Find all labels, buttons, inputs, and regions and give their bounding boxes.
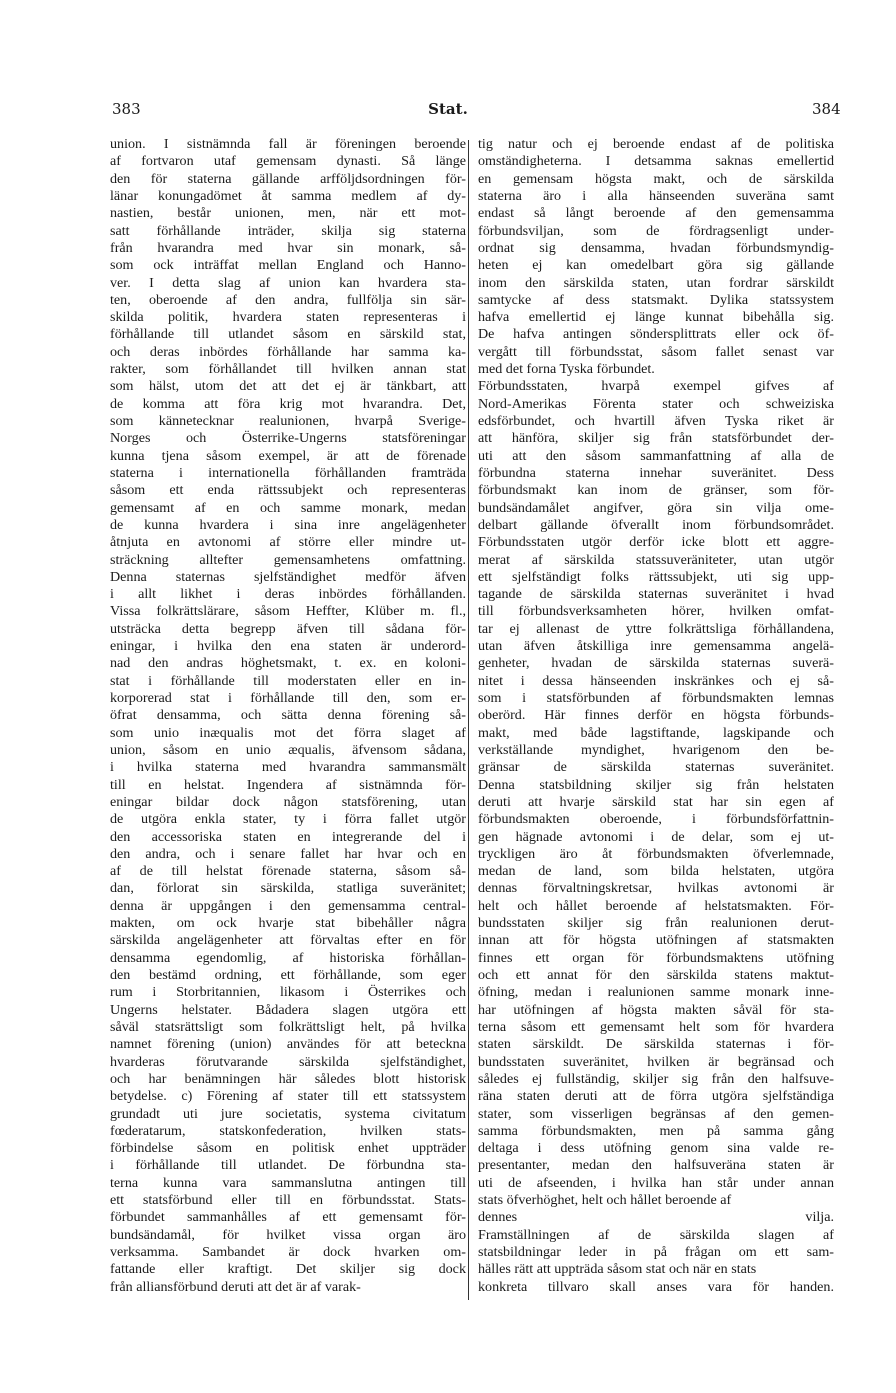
text-line: dennes vilja.: [478, 1209, 834, 1226]
text-line: verksamma. Sambandet är dock hvarken om-: [110, 1244, 466, 1260]
text-line: dan, förlorat sin särskilda, statliga suveränitet;: [110, 880, 466, 897]
text-line: terna såsom ett gemensamt helt som för hvardera: [478, 1018, 834, 1035]
text-line: tar ej allenast de yttre folkrättsliga förhållandena,: [478, 620, 834, 637]
text-line: uti de afseenden, i hvilka han står under annan: [478, 1174, 834, 1191]
text-line: Denna staternas sjelfständighet medför äfven: [110, 568, 466, 585]
text-line: af de till helstat förenade staterna, såsom så-: [110, 863, 466, 880]
text-line: makt, med både lagstiftande, lagskipande och: [478, 724, 834, 741]
text-line: stats öfverhöghet, helt och hållet beroende af: [478, 1192, 732, 1209]
text-line: öfning, medan i realunionen samme monark inne-: [478, 984, 834, 1001]
text-line: som kännetecknar realunionen, hvarpå Sverige-: [110, 413, 466, 429]
page-header: [0, 100, 896, 130]
text-line: således ej fullständig, skiljer sig från den halfsuve-: [478, 1070, 834, 1087]
text-line: samma förbundsmakten, men på samma gång: [478, 1122, 834, 1139]
text-line: och ett annat för den särskilda statens maktut-: [478, 967, 834, 983]
text-line: De hafva antingen söndersplittrats eller ock öf-: [478, 326, 834, 343]
text-line: staten särskildt. De särskilda staternas i för-: [478, 1036, 834, 1053]
text-line: ett sjelfständigt folks rättssubjekt, uti sig upp-: [478, 568, 834, 585]
text-line: Förbundsstaten utgör derför icke blott ett aggre-: [478, 534, 834, 551]
text-line: fattande eller kraftigt. Det skiljer sig dock: [110, 1261, 466, 1278]
text-line: bundsändamålet angifver, göra sin vilja ome-: [478, 499, 834, 516]
text-line: terna kunna vara sammanslutna antingen till: [110, 1174, 466, 1191]
text-line: gen hägnade avtonomi i de delar, som ej ut-: [478, 828, 834, 845]
text-line: namnet förening (union) användes för att beteckna: [110, 1036, 466, 1053]
left-column: [110, 136, 466, 1296]
text-line: endast så långt beroende af den gemensamma: [478, 205, 834, 222]
text-line: nastien, består unionen, men, när ett mot-: [110, 205, 466, 222]
text-line: genheter, hvadan de särskilda staternas suverä-: [478, 655, 834, 672]
text-line: en gemensam högsta makt, och de särskilda: [478, 170, 834, 187]
text-line: bundsstaten suveränitet, hvilken är begränsad och: [478, 1053, 834, 1070]
text-line: utan äfven åtskilliga inre gemensamma angelä-: [478, 638, 834, 655]
text-line: tagande de särskilda staternas suveränitet i hvad: [478, 586, 834, 603]
text-line: förhållande till utlandet såsom en särskild stat,: [110, 326, 466, 343]
text-line: att hänföra, skiljer sig från statsförbundet der-: [478, 430, 834, 447]
text-line: från alliansförbund deruti att det är af varak-: [110, 1278, 361, 1295]
text-line: dennas förvaltningskretsar, hvilkas avtonomi är: [478, 880, 834, 897]
text-line: innan att för högsta utöfningen af statsmakten: [478, 932, 834, 949]
text-line: hvarderas förutvarande särskilda sjelfständighet,: [110, 1053, 466, 1070]
running-title: Stat.: [428, 100, 468, 118]
text-line: heten ej kan omedelbart göra sig gällande: [478, 257, 834, 274]
text-line: grundadt uti jure societatis, systema civitatum: [110, 1105, 466, 1122]
text-line: delbart gällande öfverallt inom förbundsområdet.: [478, 516, 834, 533]
text-line: konkreta tillvaro skall anses vara för handen.: [478, 1278, 834, 1295]
text-line: med det forna Tyska förbundet.: [478, 361, 655, 378]
text-line: som ock inträffat mellan England och Hanno-: [110, 257, 466, 274]
text-line: bundsstaten skiljer sig från realunionen derut-: [478, 915, 834, 932]
text-line: de kunna hvardera i sina inre angelägenheter: [110, 516, 466, 533]
text-line: till en helstat. Ingendera af sistnämnda för-: [110, 776, 466, 793]
text-line: kunna tjena såsom exempel, är att de förenade: [110, 447, 466, 464]
text-line: skilda politik, hvardera staten representeras i: [110, 309, 466, 326]
text-line: deruti att hvarje särskild stat har sin egen af: [478, 793, 834, 810]
text-line: Framställningen af de särskilda slagen af: [478, 1226, 834, 1243]
text-line: och har benämningen här således blott historisk: [110, 1070, 466, 1087]
text-line: eningar, i hvilka den ena staten är underord-: [110, 638, 466, 655]
text-line: den för staterna gällande arfföljdsordningen för-: [110, 170, 466, 187]
text-line: oberörd. Här finnes derför en högsta förbunds-: [478, 707, 834, 724]
text-line: i förhållande till utlandet. De förbundna sta-: [110, 1157, 466, 1174]
text-line: öfrat densamma, och sätta denna förening så-: [110, 707, 466, 724]
text-line: vergått till förbundsstat, såsom fallet senast var: [478, 343, 834, 360]
text-line: union, såsom en unio æqualis, äfvensom sådana,: [110, 741, 466, 758]
text-line: staterna i internationella förhållanden framträda: [110, 464, 466, 481]
text-line: betydelse. c) Förening af stater till ett statssystem: [110, 1088, 466, 1105]
text-line: samtycke af dess statsmakt. Dylika statssystem: [478, 291, 834, 308]
text-line: tryckligen äro åt förbundsmakten öfverlemnade,: [478, 845, 834, 862]
text-line: ett statsförbund eller till en förbundsstat. Stats-: [110, 1192, 466, 1209]
text-line: i hvilka staterna med hvarandra sammansmält: [110, 759, 466, 776]
text-line: fœderatarum, statskonfederation, hvilken stats-: [110, 1122, 466, 1139]
text-line: sträckning alltefter gemensamhetens omfattning.: [110, 551, 466, 568]
text-line: förbundsmakten oberoende, i förbundsförfattnin-: [478, 811, 834, 828]
text-line: inom den särskilda staten, utan fordrar särskildt: [478, 274, 834, 291]
text-line: denna är uppgången i den gemensamma central-: [110, 897, 466, 914]
text-line: ten, oberoende af den andra, fullfölja sin sär-: [110, 291, 466, 308]
text-line: som unio inæqualis mot det förra slaget af: [110, 724, 466, 741]
text-line: deltaga i dess utöfning genom sina valde re-: [478, 1140, 834, 1157]
text-line: och deras inbördes förhållande har samma ka-: [110, 343, 466, 360]
text-line: statsbildningar leder in på frågan om ett sam-: [478, 1244, 834, 1260]
text-line: Vissa folkrättslärare, såsom Heffter, Klüber m. fl.,: [110, 603, 466, 620]
text-line: förbundna staterna innehar suveränitet. Dess: [478, 464, 834, 481]
text-line: bundsändamål, för hvilket vissa organ äro: [110, 1226, 466, 1243]
text-line: den accessoriska staten en integrerande del i: [110, 828, 466, 845]
text-line: i allt likhet i deras inbördes förhållanden.: [110, 586, 466, 603]
text-line: länar konungadömet åt samma medlem af dy-: [110, 187, 466, 204]
text-line: har utöfningen af högsta makten såväl för sta-: [478, 1001, 834, 1018]
text-line: helt och hållet beroende af helstatsmakten. För-: [478, 897, 834, 914]
text-line: åtnjuta en avtonomi af större eller mindre ut-: [110, 534, 466, 551]
text-line: rum i Storbritannien, likasom i Österrikes och: [110, 984, 466, 1001]
text-line: de komma att föra krig mot hvarandra. Det,: [110, 395, 466, 412]
text-line: Denna statsbildning skiljer sig från helstaten: [478, 776, 834, 793]
text-line: gemensamt af en och samme monark, medan: [110, 499, 466, 516]
text-line: nitet i dessa hänseenden inskränkes och ej så-: [478, 672, 834, 689]
right-column: [478, 136, 834, 1296]
text-line: förbindelse såsom en politisk enhet uppträder: [110, 1140, 466, 1157]
text-line: nad den andras höghetsmakt, t. ex. en koloni-: [110, 655, 466, 672]
text-line: makten, om ock hvarje stat bibehåller några: [110, 915, 466, 932]
text-line: ver. I detta slag af union kan hvardera sta-: [110, 274, 466, 291]
text-line: den bestämd ordning, ett förhållande, som eger: [110, 967, 466, 983]
text-line: staterna äro i alla hänseenden suveräna samt: [478, 187, 834, 204]
text-line: omständigheterna. I detsamma saknas emellertid: [478, 153, 834, 170]
text-line: presentanter, medan den halfsuveräna staten är: [478, 1157, 834, 1174]
text-line: stater, som visserligen begränsas af den gemen-: [478, 1105, 834, 1122]
text-line: rakter, som förhållandet till hvilken annan stat: [110, 361, 466, 378]
text-line: såväl statsrättsligt som folkrättsligt helt, på hvilka: [110, 1018, 466, 1035]
text-line: af fortvaron utaf gemensam dynasti. Så länge: [110, 153, 466, 170]
text-line: korporerad stat i förhållande till den, som er-: [110, 690, 466, 706]
page-number-left: 383: [112, 100, 141, 118]
text-line: Ungerns helstater. Bådadera slagen utgöra ett: [110, 1001, 466, 1018]
text-line: Nord-Amerikas Förenta stater och schweiziska: [478, 395, 834, 412]
text-line: verkställande myndighet, hvarigenom den be-: [478, 741, 834, 758]
text-line: förbundsviljan, som de fördragsenligt under-: [478, 222, 834, 239]
text-line: gränsar de särskilda staternas suveränitet.: [478, 759, 834, 776]
text-line: utsträcka detta begrepp äfven till sådana för-: [110, 620, 466, 637]
text-line: stat i förhållande till moderstaten eller en in-: [110, 672, 466, 689]
text-line: räna staten deruti att de förra utgöra sjelfständiga: [478, 1088, 834, 1105]
text-line: från hvarandra med hvar sin monark, så-: [110, 239, 466, 256]
text-line: hafva emellertid ej länge kunnat bibehålla sig.: [478, 309, 834, 326]
text-line: den andra, och i senare fallet har hvar och en: [110, 845, 466, 862]
text-line: eningar bildar dock någon statsförening, utan: [110, 793, 466, 810]
text-line: densamma egendomlig, af historiska förhållan-: [110, 949, 466, 966]
text-line: Norges och Österrike-Ungerns statsföreningar: [110, 430, 466, 447]
text-line: merat af särskilda statssuveräniteter, utan utgör: [478, 551, 834, 568]
text-line: särskilda angelägenheter att förvaltas efter en för: [110, 932, 466, 949]
text-line: uti att den såsom sammanfattning af alla de: [478, 447, 834, 464]
text-line: till förbundsverksamheten hörer, hvilken omfat-: [478, 603, 834, 620]
text-line: tig natur och ej beroende endast af de politiska: [478, 136, 834, 152]
text-line: som hälst, utom det att det ej är tänkbart, att: [110, 378, 466, 395]
text-line: satt förhållande inträder, skilja sig staterna: [110, 222, 466, 239]
text-line: hälles rätt att uppträda såsom stat och när en stats: [478, 1261, 757, 1278]
text-line: medan de land, som bilda helstaten, utgöra: [478, 863, 834, 880]
text-line: finnes ett organ för förbundsmaktens utöfning: [478, 949, 834, 966]
text-line: de utgöra enkla stater, ty i förra fallet utgör: [110, 811, 466, 828]
text-line: Förbundsstaten, hvarpå exempel gifves af: [478, 378, 834, 395]
text-line: förbundet sammanhålles af ett gemensamt för-: [110, 1209, 466, 1226]
text-line: edsförbundet, och hvartill äfven Tyska riket är: [478, 413, 834, 429]
text-line: som i statsförbunden af förbundsmakten lemnas: [478, 690, 834, 706]
text-line: ordnat sig densamma, hvadan förbundsmyndig-: [478, 239, 834, 256]
page-number-right: 384: [812, 100, 841, 118]
column-divider: [468, 140, 469, 1300]
text-line: union. I sistnämnda fall är föreningen beroende: [110, 136, 466, 152]
text-line: förbundsmakt kan inom de gränser, som för-: [478, 482, 834, 499]
text-line: såsom ett enda rättssubjekt och representeras: [110, 482, 466, 499]
